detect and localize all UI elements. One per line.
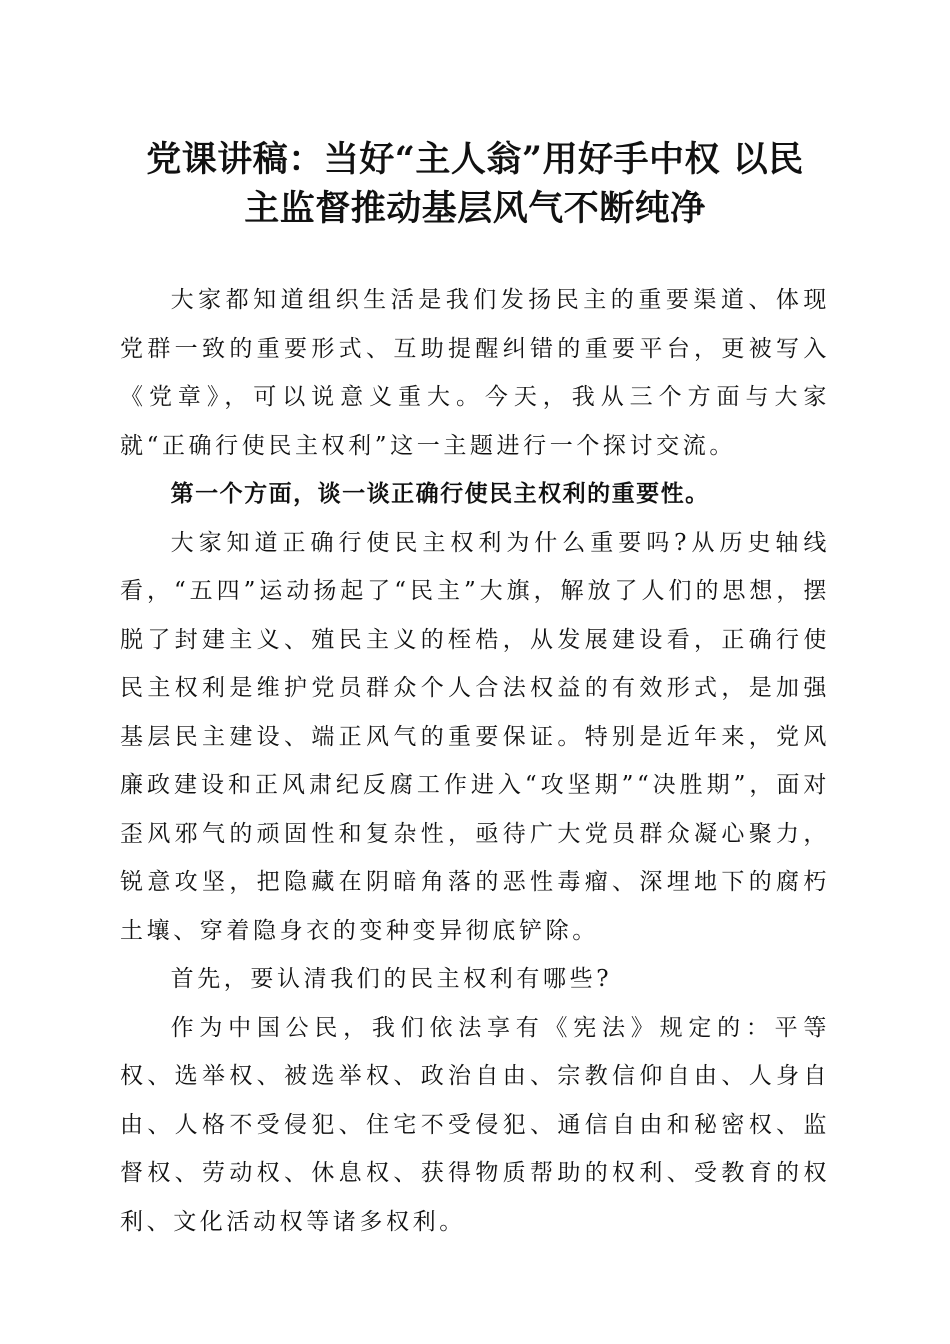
paragraph-importance: 大家知道正确行使民主权利为什么重要吗?从历史轴线看，“五四”运动扬起了“民主”大旗，解放了人们的思想，摆脱了封建主义、殖民主义的桎梏，从发展建设看，正确行使民主权利是维护党员群众个人合法权益的有效形式，是加强基层民主建设、端正风气的重要保证。特别是近年来，党风廉政建设和正风肃纪反腐工作进入“攻坚期”“决胜期”，面对歪风邪气的顽固性和复杂性，亟待广大党员群众凝心聚力，锐意攻坚，把隐藏在阴暗角落的恶性毒瘤、深埋地下的腐朽土壤、穿着隐身衣的变种变异彻底铲除。	[120, 529, 830, 944]
paragraph-question: 首先，要认清我们的民主权利有哪些?	[170, 966, 613, 992]
document-title	[100, 135, 850, 233]
paragraph-intro: 大家都知道组织生活是我们发扬民主的重要渠道、体现党群一致的重要形式、互助提醒纠错的重要平台，更被写入《党章》，可以说意义重大。今天，我从三个方面与大家就“正确行使民主权利”这一主题进行一个探讨交流。	[120, 287, 830, 459]
section-heading-first-aspect: 第一个方面，谈一谈正确行使民主权利的重要性。	[170, 480, 710, 507]
title-line-2: 主监督推动基层风气不断纯净	[244, 188, 706, 229]
document-body	[120, 276, 830, 1246]
title-line-1: 党课讲稿：当好“主人翁”用好手中权 以民	[146, 139, 804, 180]
paragraph-rights-list: 作为中国公民，我们依法享有《宪法》规定的：平等权、选举权、被选举权、政治自由、宗教信仰自由、人身自由、人格不受侵犯、住宅不受侵犯、通信自由和秘密权、监督权、劳动权、休息权、获得物质帮助的权利、受教育的权利、文化活动权等诸多权利。	[120, 1014, 830, 1235]
